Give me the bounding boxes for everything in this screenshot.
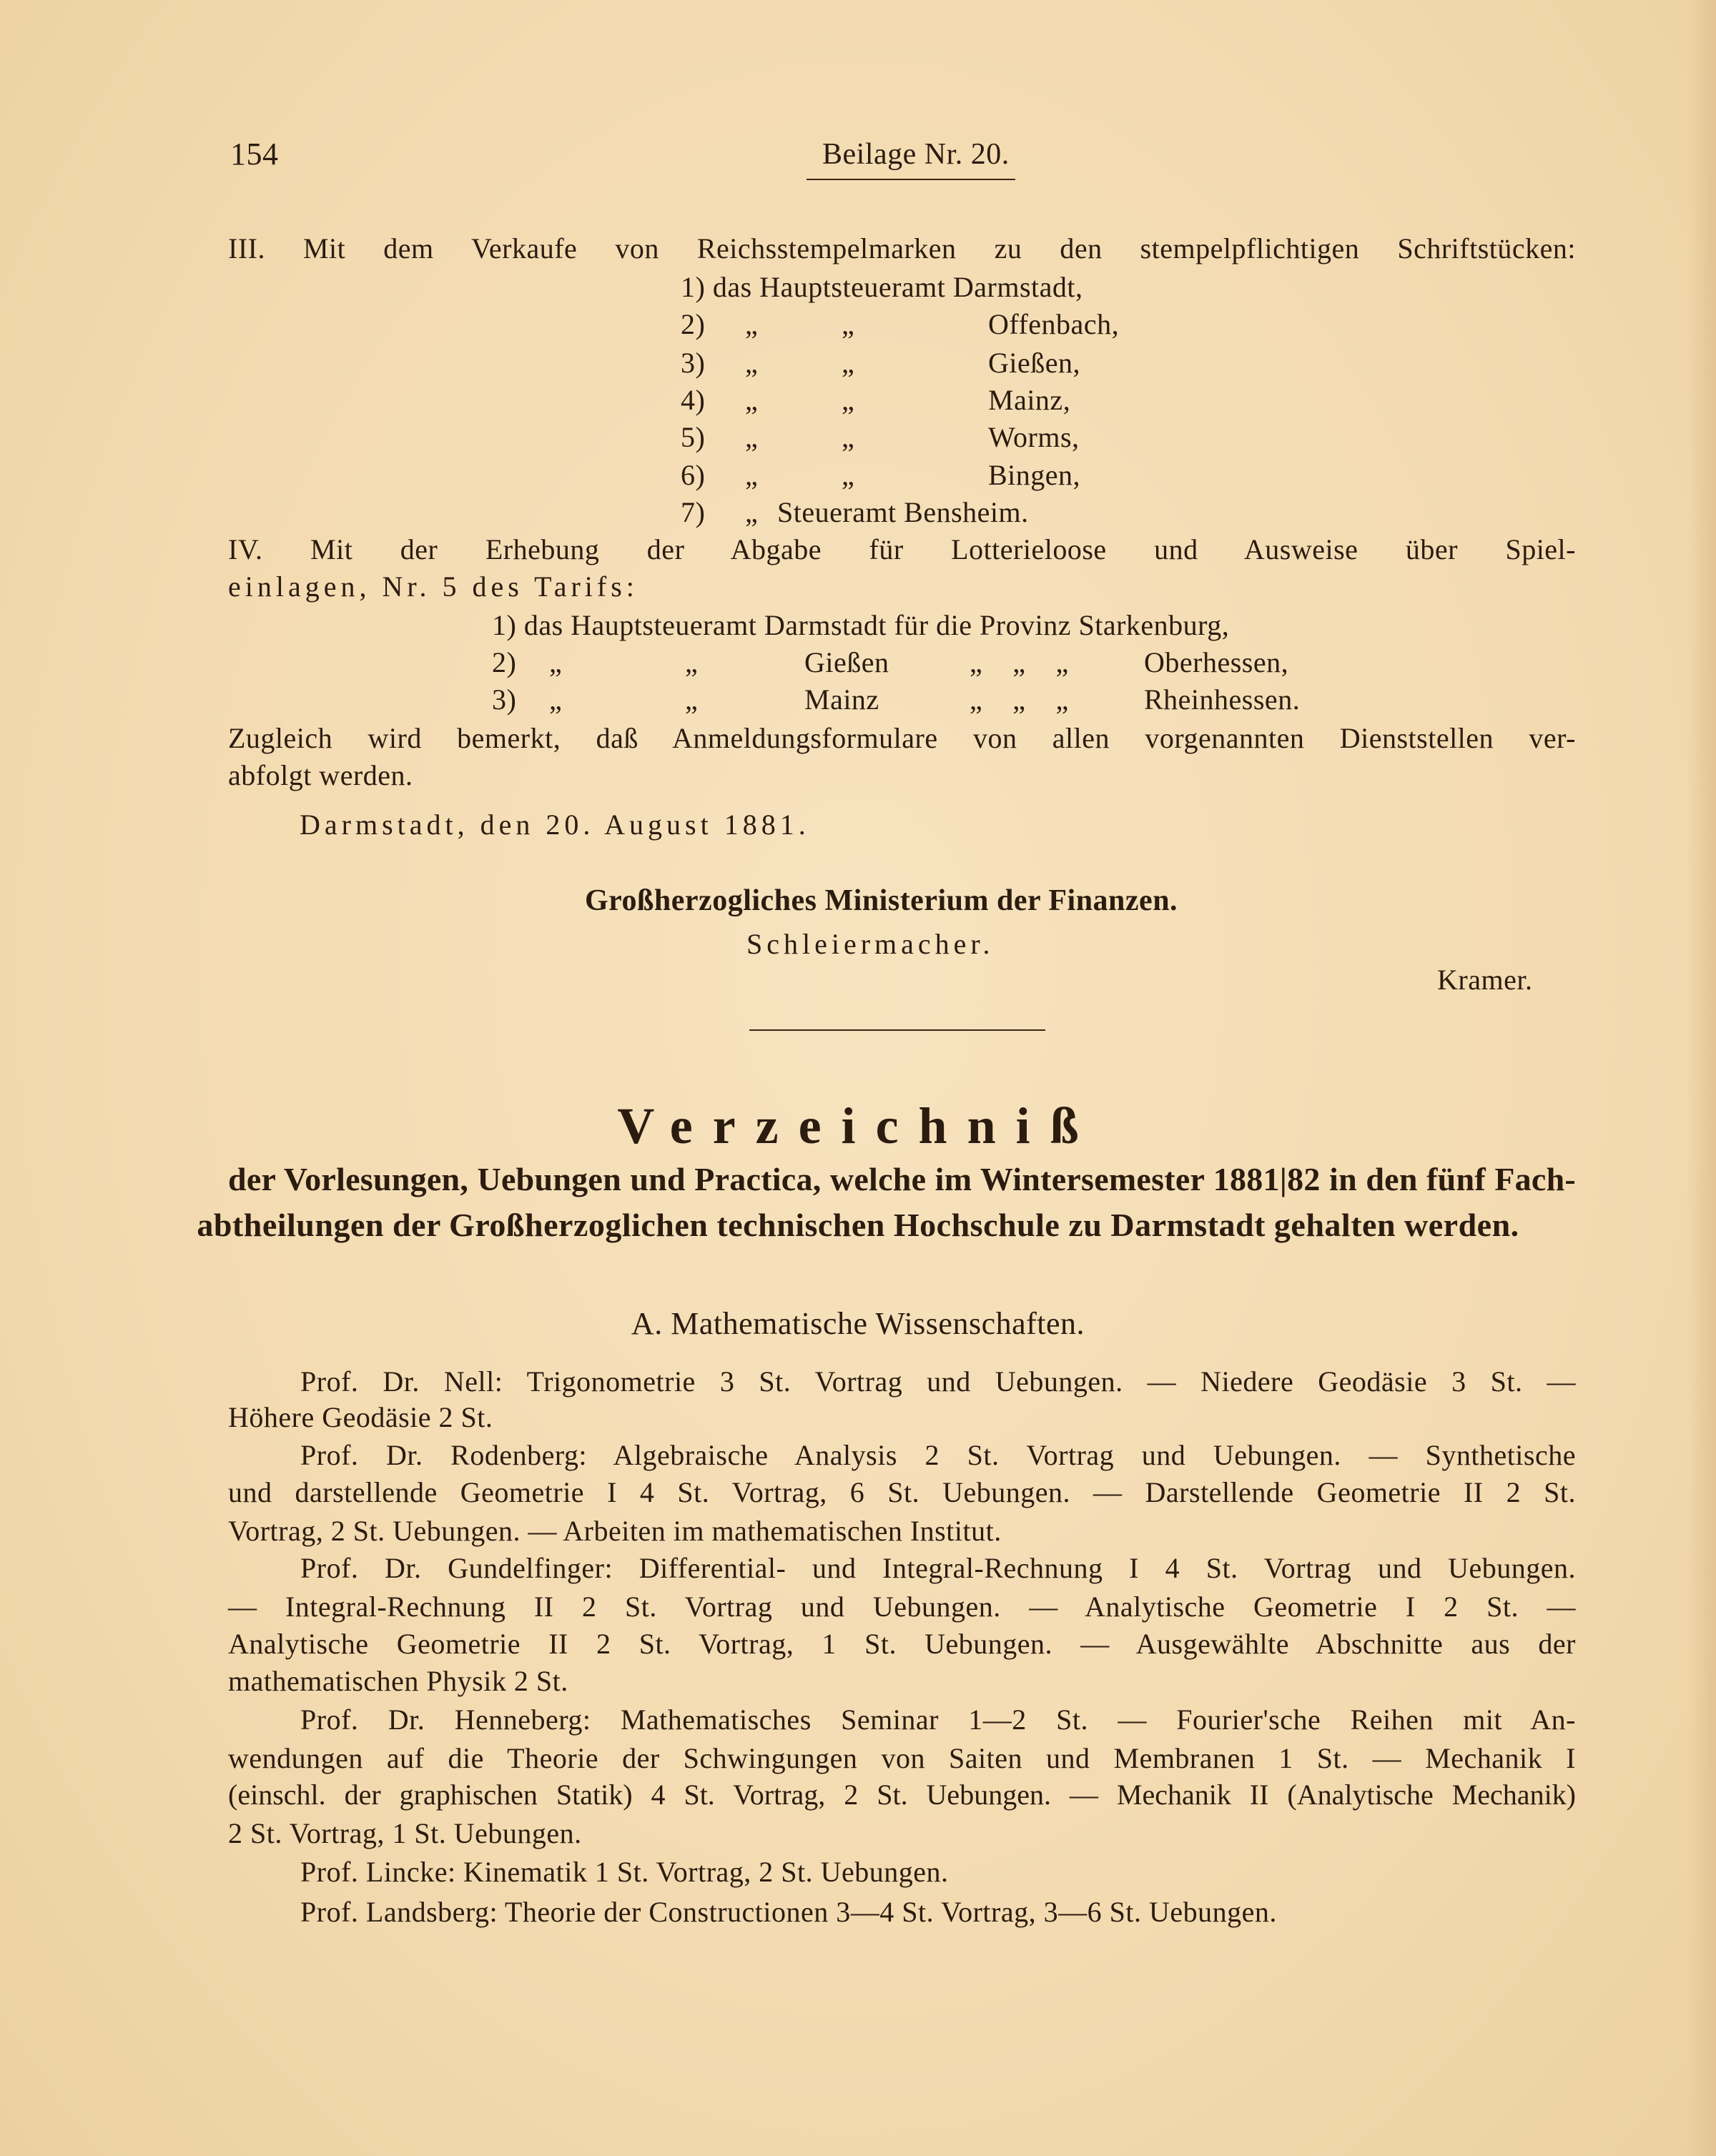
document-subtitle-line-2: abtheilungen der Großherzoglichen technischen Hochschule zu Darmstadt gehalten werden. bbox=[197, 1207, 1519, 1243]
item-number: 4) bbox=[681, 384, 706, 416]
note-line-2: abfolgt werden. bbox=[228, 759, 413, 791]
ditto-mark: „ bbox=[745, 384, 759, 416]
item-number: 1) bbox=[681, 271, 706, 303]
list-item bbox=[681, 345, 1081, 382]
running-title: Beilage Nr. 20. bbox=[822, 138, 1010, 171]
item-office: Mainz bbox=[804, 683, 879, 716]
item-text: das Hauptsteueramt Darmstadt, bbox=[712, 271, 1083, 303]
lecture-line: Prof. Landsberg: Theorie der Constructionen 3—4 St. Vortrag, 3—6 St. Uebungen. bbox=[300, 1896, 1277, 1928]
ditto-mark: „ bbox=[842, 347, 855, 379]
item-number: 3) bbox=[492, 683, 517, 716]
ditto-marks: „ „ „ bbox=[970, 646, 1069, 678]
page-edge-shadow bbox=[1687, 0, 1716, 2156]
ministry-name: Großherzogliches Ministerium der Finanzen. bbox=[585, 884, 1178, 917]
item-number: 1) bbox=[492, 609, 517, 641]
ditto-mark: „ bbox=[842, 421, 855, 453]
section-3-intro: III. Mit dem Verkaufe von Reichsstempelmarken zu den stempelpflichtigen Schriftstücken: bbox=[228, 232, 1576, 264]
document-subtitle-line-1: der Vorlesungen, Uebungen und Practica, welche im Wintersemester 1881|82 in den fünf Fach- bbox=[228, 1161, 1576, 1197]
list-item bbox=[681, 457, 1081, 494]
section-divider bbox=[749, 1029, 1045, 1031]
ditto-mark: „ bbox=[549, 683, 563, 716]
lecture-line: Prof. Lincke: Kinematik 1 St. Vortrag, 2 St. Uebungen. bbox=[300, 1856, 949, 1888]
item-number: 3) bbox=[681, 347, 706, 379]
item-number: 2) bbox=[492, 646, 517, 678]
ditto-mark: „ bbox=[842, 308, 855, 340]
header-underline bbox=[807, 179, 1015, 180]
ditto-mark: „ bbox=[842, 384, 855, 416]
item-number: 6) bbox=[681, 459, 706, 491]
ditto-mark: „ bbox=[745, 347, 759, 379]
item-place: Worms, bbox=[988, 421, 1080, 453]
lecture-line: Vortrag, 2 St. Uebungen. — Arbeiten im mathematischen Institut. bbox=[228, 1515, 1002, 1547]
item-province: Rheinhessen. bbox=[1144, 683, 1301, 716]
ditto-mark: „ bbox=[745, 308, 759, 340]
lecture-line: wendungen auf die Theorie der Schwingungen von Saiten und Membranen 1 St. — Mechanik I bbox=[228, 1742, 1576, 1774]
document-title: Verzeichniß bbox=[617, 1097, 1099, 1154]
date-line: Darmstadt, den 20. August 1881. bbox=[300, 808, 810, 841]
ditto-mark: „ bbox=[685, 646, 699, 678]
item-office: Gießen bbox=[804, 646, 889, 678]
item-text: das Hauptsteueramt Darmstadt für die Provinz Starkenburg, bbox=[523, 609, 1230, 641]
lecture-line: und darstellende Geometrie I 4 St. Vortrag, 6 St. Uebungen. — Darstellende Geometrie II 2 St. bbox=[228, 1476, 1576, 1508]
lecture-line: Analytische Geometrie II 2 St. Vortrag, 1 St. Uebungen. — Ausgewählte Abschnitte aus der bbox=[228, 1628, 1576, 1660]
ditto-mark: „ bbox=[685, 683, 699, 716]
item-place: Gießen, bbox=[988, 347, 1081, 379]
list-item bbox=[681, 419, 1080, 456]
ditto-mark: „ bbox=[549, 646, 563, 678]
item-place: Offenbach, bbox=[988, 308, 1120, 340]
lecture-line: (einschl. der graphischen Statik) 4 St. Vortrag, 2 St. Uebungen. — Mechanik II (Analytische Mechanik) bbox=[228, 1779, 1576, 1811]
lecture-line: Höhere Geodäsie 2 St. bbox=[228, 1401, 493, 1433]
section-heading: A. Mathematische Wissenschaften. bbox=[631, 1306, 1085, 1341]
minister-signature: Schleiermacher. bbox=[746, 928, 995, 960]
list-item bbox=[681, 269, 1083, 306]
lecture-line: — Integral-Rechnung II 2 St. Vortrag und Uebungen. — Analytische Geometrie I 2 St. — bbox=[228, 1591, 1576, 1623]
ditto-mark: „ bbox=[745, 421, 759, 453]
note-line-1: Zugleich wird bemerkt, daß Anmeldungsformulare von allen vorgenannten Dienststellen ver- bbox=[228, 722, 1576, 754]
section-4-intro-cont: einlagen, Nr. 5 des Tarifs: bbox=[228, 570, 638, 603]
item-text: Steueramt Bensheim. bbox=[777, 496, 1029, 528]
list-item bbox=[492, 681, 1301, 718]
lecture-line: mathematischen Physik 2 St. bbox=[228, 1665, 568, 1697]
list-item bbox=[681, 306, 1120, 343]
lecture-line: 2 St. Vortrag, 1 St. Uebungen. bbox=[228, 1817, 582, 1849]
item-province: Oberhessen, bbox=[1144, 646, 1289, 678]
list-item bbox=[681, 494, 1029, 531]
lecture-line: Prof. Dr. Nell: Trigonometrie 3 St. Vortrag und Uebungen. — Niedere Geodäsie 3 St. — bbox=[300, 1365, 1576, 1398]
item-number: 5) bbox=[681, 421, 706, 453]
list-item bbox=[492, 607, 1229, 644]
item-place: Bingen, bbox=[988, 459, 1081, 491]
list-item bbox=[681, 382, 1071, 419]
lecture-line: Prof. Dr. Rodenberg: Algebraische Analysis 2 St. Vortrag und Uebungen. — Synthetische bbox=[300, 1439, 1576, 1471]
page-number: 154 bbox=[230, 137, 279, 172]
item-number: 2) bbox=[681, 308, 706, 340]
lecture-line: Prof. Dr. Gundelfinger: Differential- und Integral-Rechnung I 4 St. Vortrag und Uebungen. bbox=[300, 1552, 1576, 1584]
section-4-intro: IV. Mit der Erhebung der Abgabe für Lotterieloose und Ausweise über Spiel- bbox=[228, 533, 1576, 565]
item-place: Mainz, bbox=[988, 384, 1071, 416]
item-number: 7) bbox=[681, 496, 706, 528]
lecture-line: Prof. Dr. Henneberg: Mathematisches Seminar 1—2 St. — Fourier'sche Reihen mit An- bbox=[300, 1703, 1576, 1736]
ditto-mark: „ bbox=[745, 496, 759, 528]
countersignature: Kramer. bbox=[1437, 964, 1533, 996]
list-item bbox=[492, 644, 1289, 681]
ditto-mark: „ bbox=[842, 459, 855, 491]
ditto-mark: „ bbox=[745, 459, 759, 491]
ditto-marks: „ „ „ bbox=[970, 683, 1069, 716]
